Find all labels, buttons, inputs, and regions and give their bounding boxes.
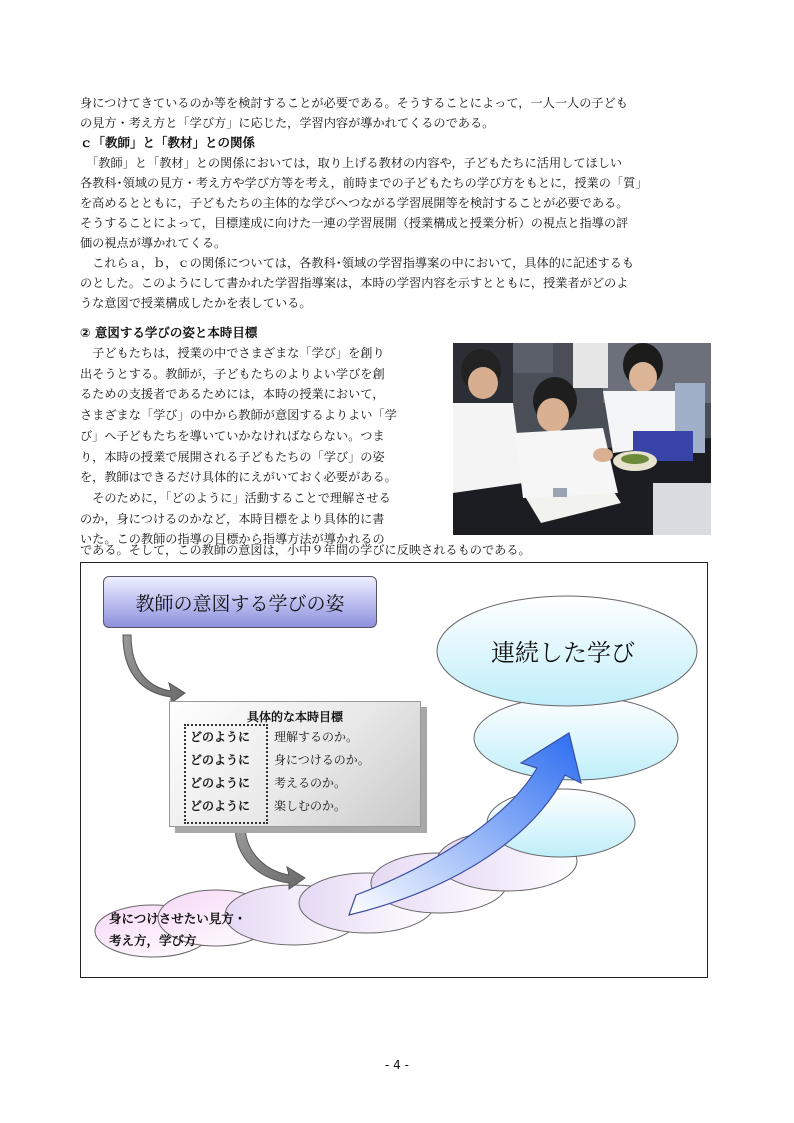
section-2-heading: ② 意図する学びの姿と本時目標 [80, 325, 258, 340]
body-text-line: び」へ子どもたちを導いていかなければならない。つま [80, 428, 385, 443]
diagram-title-box: 教師の意図する学びの姿 [103, 576, 377, 628]
goal-how: どのように [190, 776, 251, 790]
body-text-line: いた。この教師の指導の目標から指導方法が導かれるの [80, 532, 385, 547]
base-label-line: 身につけさせたい見方・ [109, 911, 247, 926]
classroom-photo [453, 343, 711, 535]
learning-diagram [80, 562, 708, 978]
section-c-heading: ｃ「教師」と「教材」との関係 [80, 135, 256, 150]
body-text-line: これらａ，ｂ，ｃの関係については，各教科･領域の学習指導案の中において，具体的に記述するも [80, 256, 635, 270]
body-text-line: のとした。このようにして書かれた学習指導案は，本時の学習内容を示すとともに，授業者がどのよ [80, 276, 629, 290]
body-text-line: の見方・考え方と「学び方」に応じた，学習内容が導かれてくるのである。 [80, 116, 495, 130]
body-text-line: 身につけてきているのか等を検討することが必要である。そうすることによって，一人一人の子ども [80, 96, 628, 110]
body-text-line: 各教科･領域の見方・考え方や学び方等を考え，前時までの子どもたちの学び方をもとに，授業の「質」 [80, 176, 648, 190]
body-text-line: そのために，「どのように」活動することで理解させる [80, 490, 391, 505]
goal-action: 楽しむのか。 [274, 799, 347, 813]
body-text-line: そうすることによって，目標達成に向けた一連の学習展開（授業構成と授業分析）の視点と指導の評 [80, 216, 629, 230]
classroom-photo-illustration [453, 343, 711, 535]
body-text-line: り，本時の授業で展開される子どもたちの「学び」の姿 [80, 449, 385, 464]
goal-box [169, 701, 421, 827]
body-text-line: を高めるとともに，子どもたちの主体的な学びへつながる学習展開等を検討することが必要である。 [80, 196, 629, 210]
goal-how: どのように [190, 730, 251, 744]
goal-action: 身につけるのか。 [274, 753, 370, 767]
goal-box-title: 具体的な本時目標 [246, 710, 343, 724]
body-text-line: さまざまな「学び」の中から教師が意図するよりよい「学 [80, 408, 397, 423]
body-text-line: 子どもたちは，授業の中でさまざまな「学び」を創り [80, 346, 385, 360]
body-text-line: 出そうとする。教師が，子どもたちのよりよい学びを創 [80, 366, 385, 381]
body-text-line: 「教師」と「教材」との関係においては，取り上げる教材の内容や，子どもたちに活用してほしい [80, 156, 623, 170]
body-text-line: を，教師はできるだけ具体的にえがいておく必要がある。 [80, 470, 397, 485]
goal-how: どのように [190, 753, 251, 767]
base-label-line: 考え方，学び方 [109, 933, 197, 948]
goal-action: 理解するのか。 [274, 730, 359, 744]
curved-arrow [235, 825, 305, 889]
goal-action: 考えるのか。 [274, 776, 347, 790]
body-text-line: のか，身につけるのかなど，本時目標をより具体的に書 [80, 511, 385, 526]
continuous-learning-label: 連続した学び [491, 639, 635, 667]
body-text-line: 価の視点が導かれてくる。 [80, 236, 227, 250]
body-text-line: るための支援者であるためには，本時の授業において， [80, 387, 385, 402]
curved-arrow [123, 635, 185, 703]
goal-how: どのように [190, 799, 251, 813]
body-text-line: である。そして，この教師の意図は，小中９年間の学びに反映されるものである。 [80, 543, 531, 557]
page-number: - 4 - [385, 1058, 409, 1072]
body-text-line: うな意図で授業構成したかを表している。 [80, 296, 312, 310]
